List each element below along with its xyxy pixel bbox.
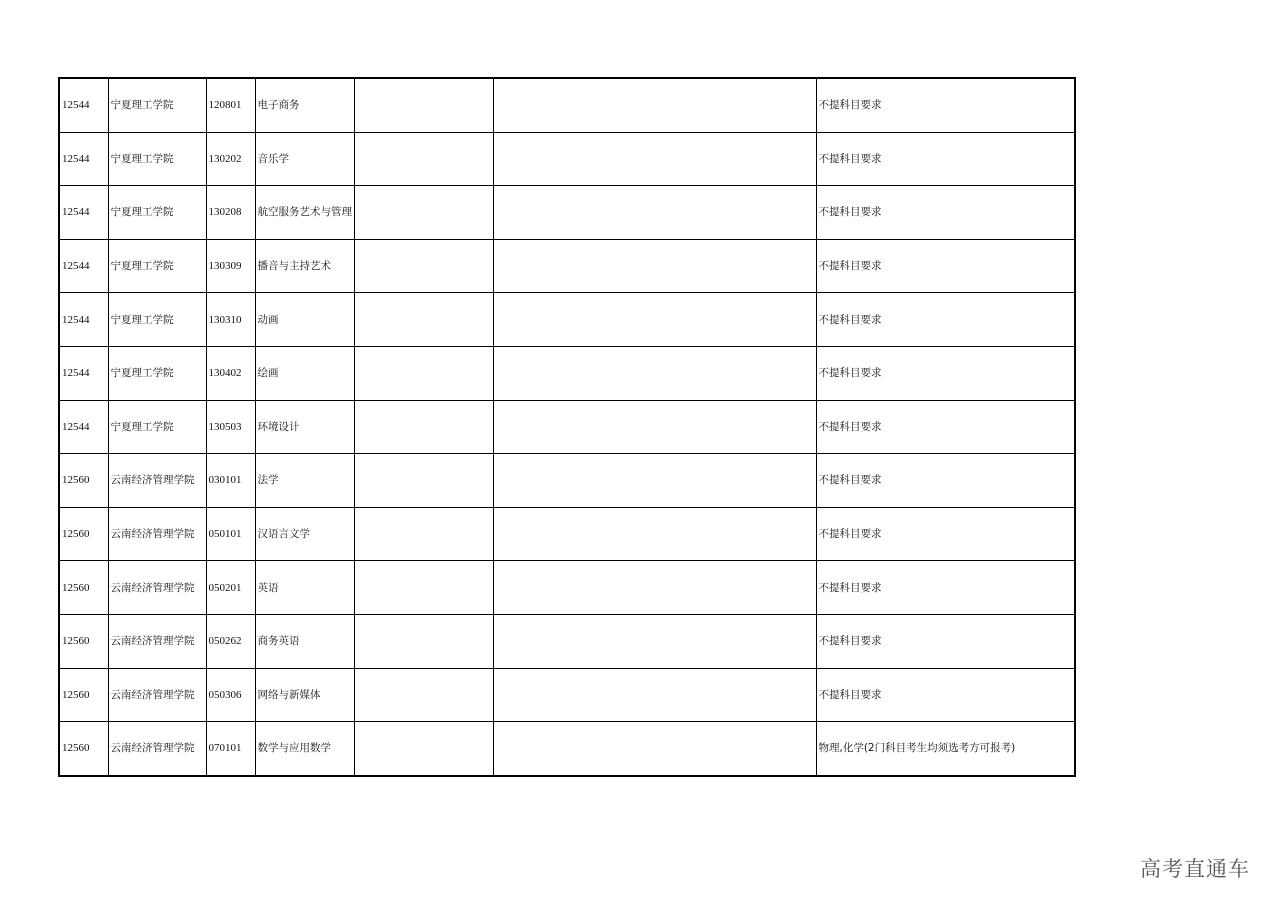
cell-subject-requirement: 不提科目要求: [816, 400, 1075, 454]
cell-subject-requirement: 不提科目要求: [816, 132, 1075, 186]
cell-major-code: 050201: [206, 561, 255, 615]
cell-empty-col6: [493, 722, 816, 776]
cell-major-code: 130309: [206, 239, 255, 293]
cell-empty-col5: [354, 722, 493, 776]
cell-major-name: 汉语言文学: [255, 507, 354, 561]
cell-school-code: 12544: [59, 239, 108, 293]
cell-empty-col5: [354, 346, 493, 400]
cell-school-code: 12544: [59, 346, 108, 400]
cell-school-code: 12560: [59, 668, 108, 722]
cell-empty-col5: [354, 454, 493, 508]
table-row: [59, 668, 1075, 722]
cell-major-code: 050262: [206, 614, 255, 668]
cell-major-code: 070101: [206, 722, 255, 776]
cell-major-code: 130402: [206, 346, 255, 400]
cell-empty-col5: [354, 400, 493, 454]
cell-school-name: 宁夏理工学院: [108, 186, 206, 240]
cell-subject-requirement: 不提科目要求: [816, 186, 1075, 240]
cell-empty-col6: [493, 293, 816, 347]
cell-major-name: 播音与主持艺术: [255, 239, 354, 293]
cell-empty-col5: [354, 239, 493, 293]
cell-subject-requirement: 不提科目要求: [816, 561, 1075, 615]
cell-empty-col5: [354, 293, 493, 347]
cell-empty-col6: [493, 132, 816, 186]
cell-school-code: 12544: [59, 293, 108, 347]
watermark-text: 高考直通车: [1140, 857, 1250, 881]
table-row: [59, 186, 1075, 240]
cell-major-name: 绘画: [255, 346, 354, 400]
cell-school-code: 12560: [59, 722, 108, 776]
cell-school-name: 云南经济管理学院: [108, 507, 206, 561]
cell-empty-col6: [493, 346, 816, 400]
cell-subject-requirement: 不提科目要求: [816, 454, 1075, 508]
cell-school-code: 12560: [59, 507, 108, 561]
cell-major-code: 130503: [206, 400, 255, 454]
cell-school-code: 12560: [59, 561, 108, 615]
cell-major-code: 130202: [206, 132, 255, 186]
subject-requirements-table: [58, 77, 1076, 777]
table-row: [59, 132, 1075, 186]
table-row: [59, 722, 1075, 776]
table-row: [59, 507, 1075, 561]
cell-major-name: 英语: [255, 561, 354, 615]
cell-major-code: 030101: [206, 454, 255, 508]
cell-major-name: 动画: [255, 293, 354, 347]
cell-empty-col6: [493, 186, 816, 240]
cell-empty-col5: [354, 561, 493, 615]
table-row: [59, 614, 1075, 668]
cell-major-name: 法学: [255, 454, 354, 508]
cell-subject-requirement: 不提科目要求: [816, 78, 1075, 132]
cell-school-code: 12544: [59, 132, 108, 186]
cell-school-name: 云南经济管理学院: [108, 454, 206, 508]
cell-school-code: 12560: [59, 454, 108, 508]
table-row: [59, 454, 1075, 508]
cell-major-name: 航空服务艺术与管理: [255, 186, 354, 240]
cell-subject-requirement: 物理,化学(2门科目考生均须选考方可报考): [816, 722, 1075, 776]
cell-school-code: 12544: [59, 186, 108, 240]
cell-school-name: 云南经济管理学院: [108, 668, 206, 722]
cell-major-name: 音乐学: [255, 132, 354, 186]
cell-major-code: 130208: [206, 186, 255, 240]
cell-empty-col5: [354, 614, 493, 668]
cell-school-code: 12544: [59, 400, 108, 454]
cell-empty-col6: [493, 78, 816, 132]
cell-school-name: 云南经济管理学院: [108, 561, 206, 615]
cell-empty-col5: [354, 78, 493, 132]
cell-school-name: 宁夏理工学院: [108, 78, 206, 132]
cell-subject-requirement: 不提科目要求: [816, 614, 1075, 668]
cell-major-name: 网络与新媒体: [255, 668, 354, 722]
table-row: [59, 346, 1075, 400]
cell-school-name: 宁夏理工学院: [108, 346, 206, 400]
cell-major-code: 050306: [206, 668, 255, 722]
table-row: [59, 400, 1075, 454]
cell-subject-requirement: 不提科目要求: [816, 239, 1075, 293]
table-row: [59, 293, 1075, 347]
cell-subject-requirement: 不提科目要求: [816, 293, 1075, 347]
cell-school-code: 12560: [59, 614, 108, 668]
cell-empty-col6: [493, 400, 816, 454]
cell-school-name: 宁夏理工学院: [108, 400, 206, 454]
cell-major-name: 商务英语: [255, 614, 354, 668]
cell-major-name: 环境设计: [255, 400, 354, 454]
cell-major-code: 050101: [206, 507, 255, 561]
cell-subject-requirement: 不提科目要求: [816, 668, 1075, 722]
cell-major-code: 120801: [206, 78, 255, 132]
cell-school-name: 云南经济管理学院: [108, 614, 206, 668]
cell-school-name: 宁夏理工学院: [108, 132, 206, 186]
cell-empty-col5: [354, 668, 493, 722]
cell-major-code: 130310: [206, 293, 255, 347]
table-row: [59, 78, 1075, 132]
cell-empty-col6: [493, 454, 816, 508]
cell-subject-requirement: 不提科目要求: [816, 507, 1075, 561]
cell-school-name: 宁夏理工学院: [108, 239, 206, 293]
cell-major-name: 数学与应用数学: [255, 722, 354, 776]
cell-empty-col5: [354, 507, 493, 561]
cell-empty-col6: [493, 561, 816, 615]
cell-empty-col5: [354, 186, 493, 240]
cell-school-name: 宁夏理工学院: [108, 293, 206, 347]
table-row: [59, 561, 1075, 615]
cell-school-code: 12544: [59, 78, 108, 132]
cell-empty-col6: [493, 239, 816, 293]
cell-school-name: 云南经济管理学院: [108, 722, 206, 776]
table-row: [59, 239, 1075, 293]
cell-major-name: 电子商务: [255, 78, 354, 132]
cell-empty-col6: [493, 614, 816, 668]
cell-empty-col6: [493, 668, 816, 722]
cell-empty-col6: [493, 507, 816, 561]
table-body: [59, 78, 1075, 776]
cell-empty-col5: [354, 132, 493, 186]
cell-subject-requirement: 不提科目要求: [816, 346, 1075, 400]
